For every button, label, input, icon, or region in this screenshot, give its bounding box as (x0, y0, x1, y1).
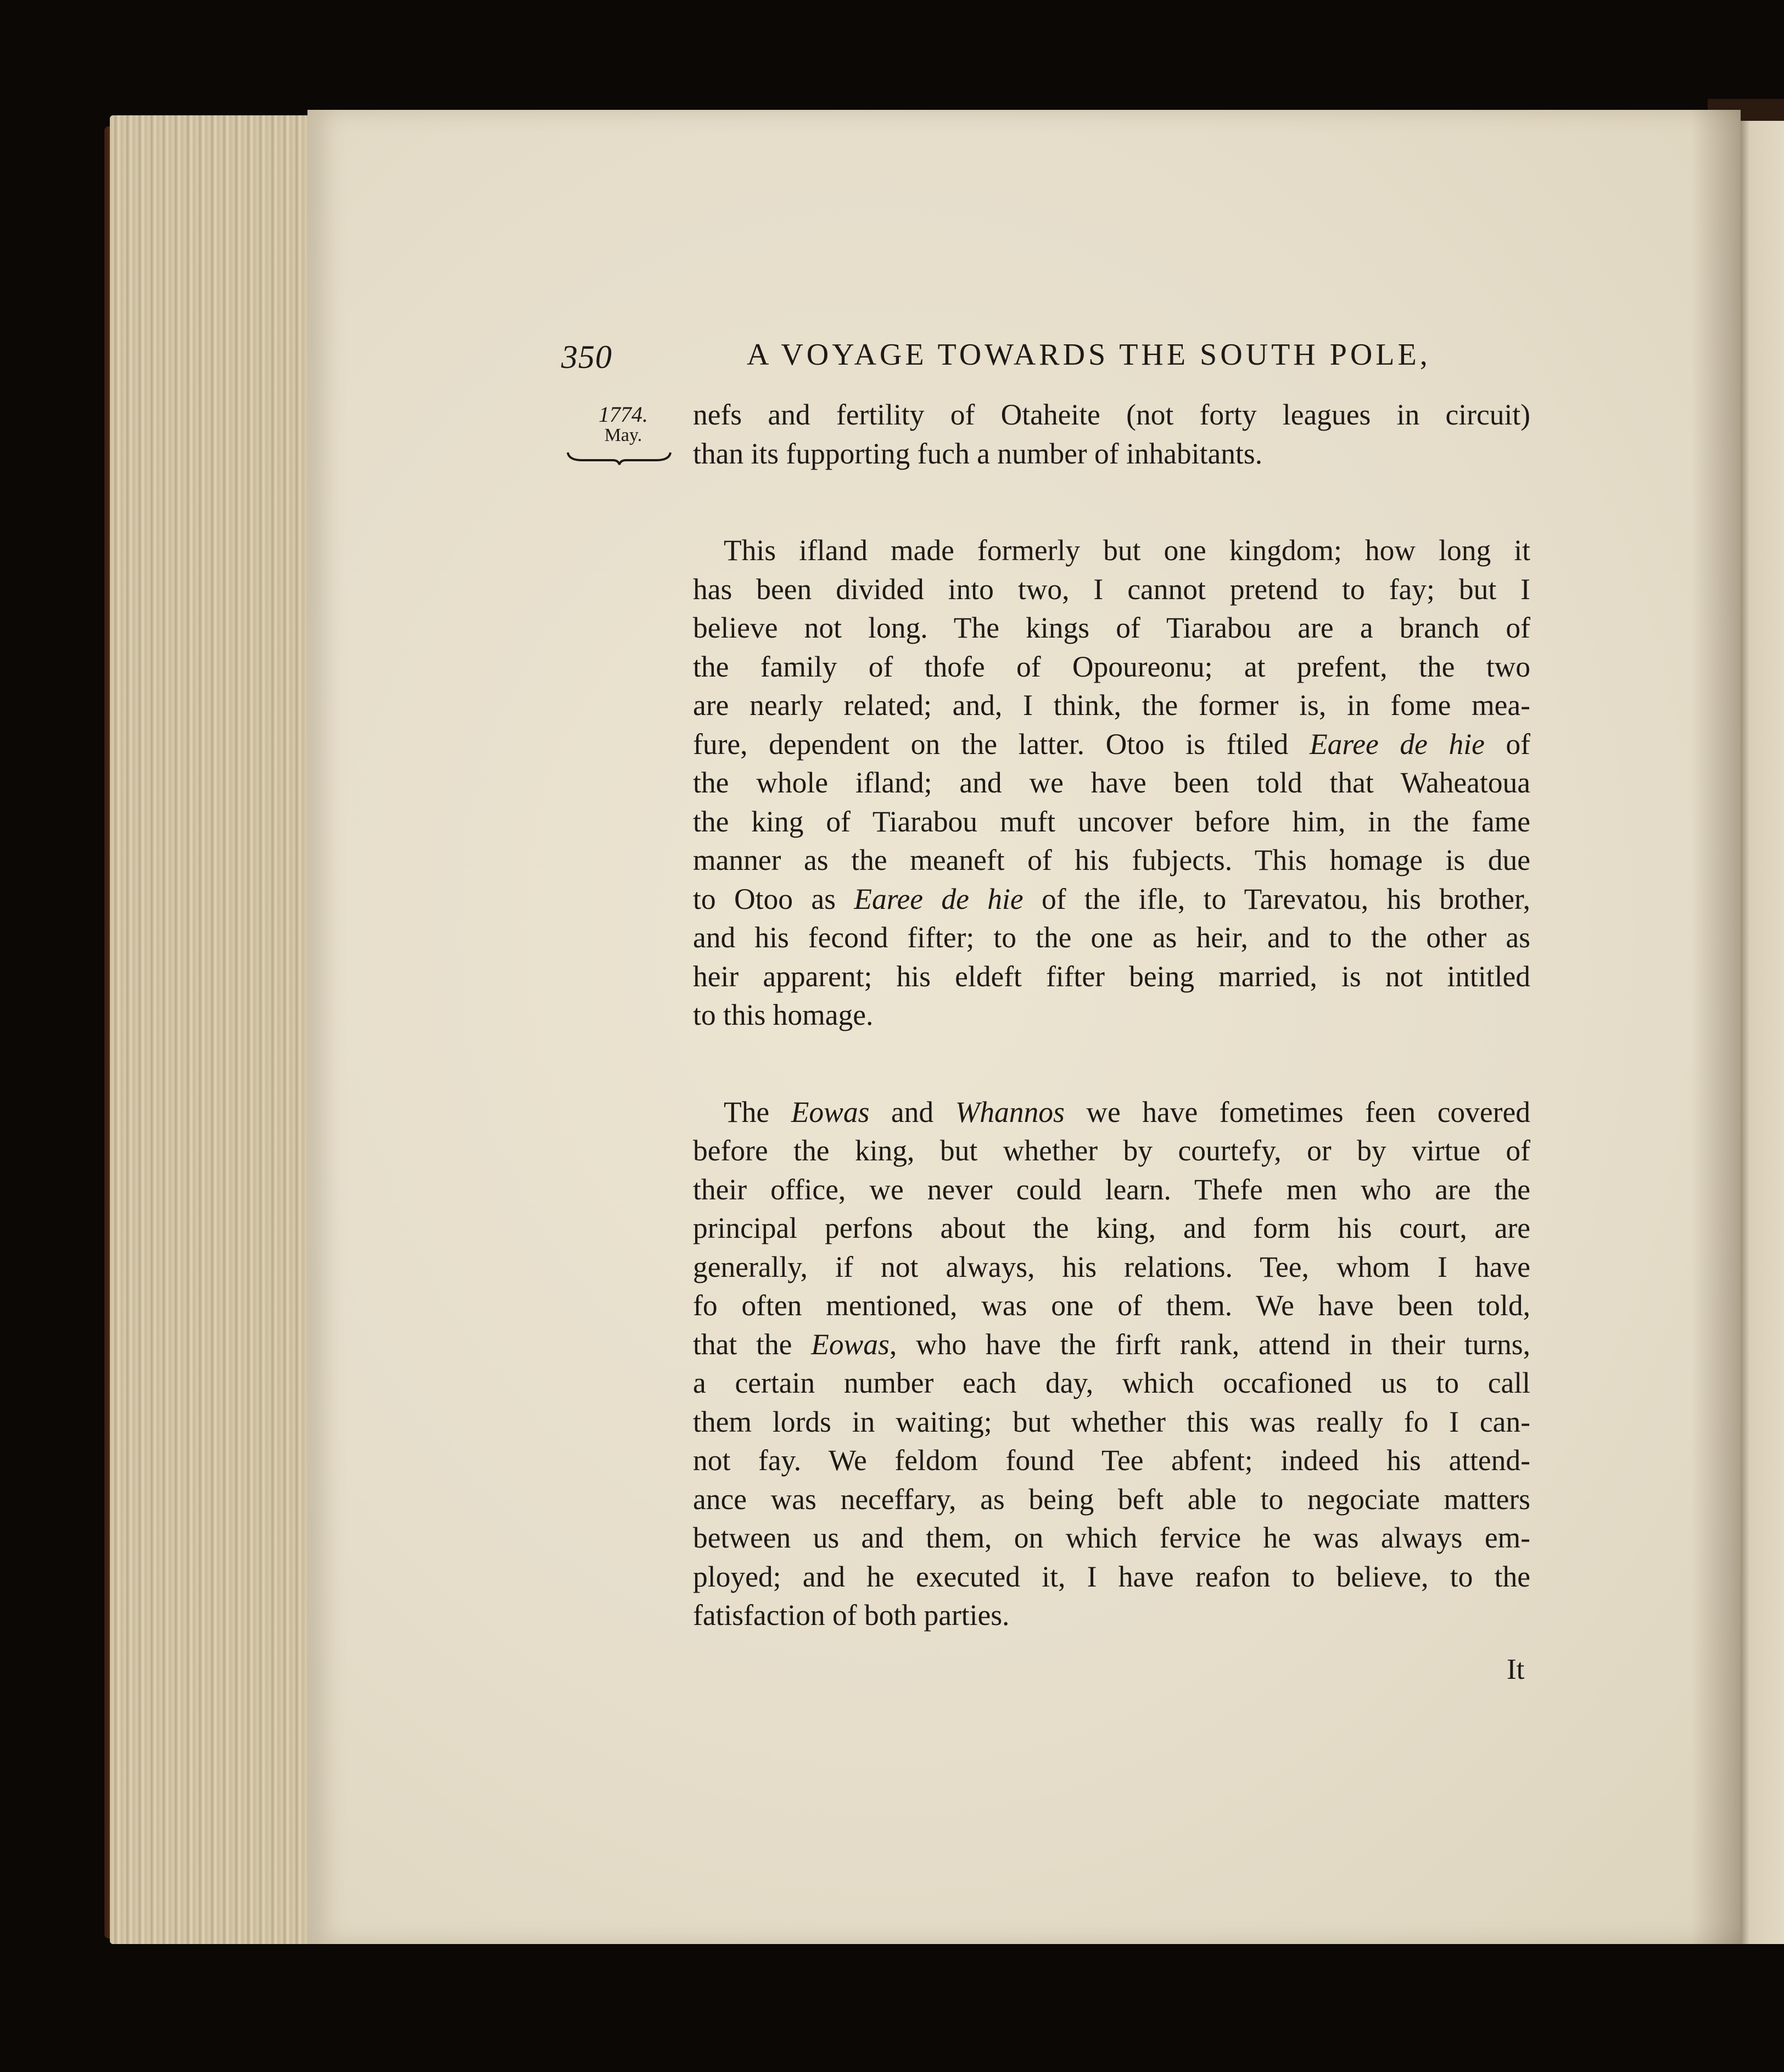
text-line: has been divided into two, I cannot pretend to fay; but I (693, 572, 1530, 606)
text-line: them lords in waiting; but whether this was really fo I can- (693, 1405, 1530, 1438)
text-line: fure, dependent on the latter. Otoo is ftiled Earee de hie of (693, 727, 1530, 761)
text-line: the family of thofe of Opoureonu; at prefent, the two (693, 650, 1530, 683)
text-line: generally, if not always, his relations. Tee, whom I have (693, 1250, 1530, 1283)
gutter-shadow (1691, 110, 1741, 1944)
text-line: principal perfons about the king, and form his court, are (693, 1211, 1530, 1244)
page-fore-edge (110, 115, 318, 1944)
paragraph-1 (693, 395, 1530, 473)
text-line: than its fupporting fuch a number of inhabitants. (693, 437, 1263, 470)
margin-note-year: 1774. (599, 402, 648, 427)
text-line: to Otoo as Earee de hie of the ifle, to Tarevatou, his brother, (693, 882, 1530, 915)
body-text (693, 395, 1530, 1635)
margin-note-month: May. (604, 425, 642, 445)
text-line: before the king, but whether by courtefy, or by virtue of (693, 1134, 1530, 1167)
text-line: between us and them, on which fervice he was always em- (693, 1521, 1530, 1554)
text-line: their office, we never could learn. Thefe men who are the (693, 1172, 1530, 1206)
text-line: not fay. We feldom found Tee abfent; indeed his attend- (693, 1444, 1530, 1477)
text-line: the king of Tiarabou muft uncover before him, in the fame (693, 805, 1530, 838)
paragraph-2 (693, 531, 1530, 1035)
text-line: and his fecond fifter; to the one as heir, and to the other as (693, 921, 1530, 954)
page-number: 350 (561, 339, 612, 375)
text-line: to this homage. (693, 998, 874, 1031)
margin-note (566, 404, 681, 446)
text-line: This ifland made formerly but one kingdom; how long it (724, 534, 1530, 567)
text-line: believe not long. The kings of Tiarabou are a branch of (693, 611, 1530, 644)
text-line: fo often mentioned, was one of them. We have been told, (693, 1289, 1530, 1322)
text-line: a certain number each day, which occafioned us to call (693, 1366, 1530, 1399)
catchword: It (1507, 1654, 1525, 1685)
text-line: fatisfaction of both parties. (693, 1599, 1010, 1632)
text-line: the whole ifland; and we have been told that Waheatoua (693, 766, 1530, 799)
text-line: nefs and fertility of Otaheite (not forty leagues in circuit) (693, 398, 1530, 431)
paragraph-3 (693, 1093, 1530, 1635)
text-line: The Eowas and Whannos we have fometimes feen covered (724, 1095, 1530, 1129)
margin-brace-icon (566, 449, 673, 466)
running-head: A VOYAGE TOWARDS THE SOUTH POLE, (747, 338, 1431, 372)
text-line: ployed; and he executed it, I have reafon to believe, to the (693, 1560, 1530, 1593)
text-line: heir apparent; his eldeft fifter being married, is not intitled (693, 959, 1530, 993)
text-line: ance was neceffary, as being beft able to negociate matters (693, 1482, 1530, 1516)
text-line: manner as the meaneft of his fubjects. This homage is due (693, 844, 1530, 876)
facing-page-edge (1735, 121, 1784, 1944)
text-line: are nearly related; and, I think, the former is, in fome mea- (693, 689, 1530, 722)
text-line: that the Eowas, who have the firft rank, attend in their turns, (693, 1327, 1530, 1361)
